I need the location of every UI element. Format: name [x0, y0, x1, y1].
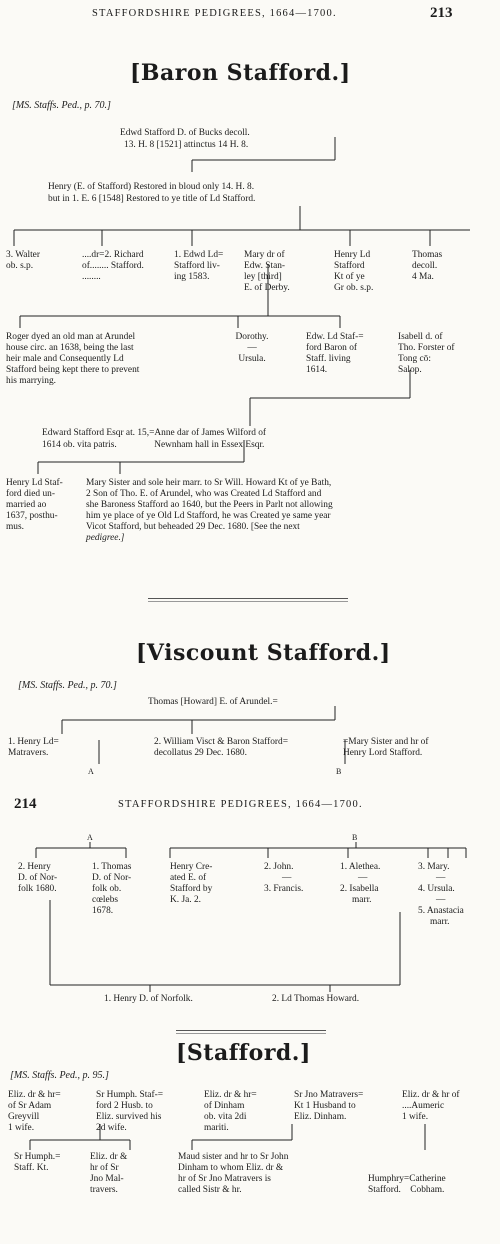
person-edward-duke-bucks-detail: 13. H. 8 [1521] attinctus 14 H. 8. [124, 140, 249, 150]
section-title: [Baron Stafford.] [130, 60, 351, 86]
person-john-francis: 2. John. — 3. Francis. [264, 862, 304, 894]
marker-b: B [352, 833, 358, 842]
person-mary-ursula-anastacia: 3. Mary. — 4. Ursula. — 5. Anastacia marr. [418, 862, 464, 927]
page-number: 214 [14, 796, 37, 812]
source-citation: [MS. Staffs. Ped., p. 95.] [10, 1070, 109, 1081]
person-henry-earl: Henry (E. of Stafford) Restored in bloud only 14. H. 8. [48, 182, 255, 192]
person-humph-staff-kt: Sr Humph.= Staff. Kt. [14, 1152, 61, 1173]
section-title: [Viscount Stafford.] [136, 640, 391, 666]
person-william-viscount: 2. William Visct & Baron Stafford= decollatus 29 Dec. 1680. [154, 737, 289, 758]
person-jno-matravers: Sr Jno Matravers= Kt 1 Husband to Eliz. Dinham. [294, 1090, 364, 1122]
person-thomas-arundel: Thomas [Howard] E. of Arundel.= [148, 697, 278, 707]
person-humph-stafford: Sr Humph. Staf-= ford 2 Husb. to Eliz. survived his 2d wife. [96, 1090, 164, 1133]
person-alethea-isabella: 1. Alethea. — 2. Isabella marr. [340, 862, 381, 905]
person-thomas-norfolk: 1. Thomas D. of Nor- folk ob. cœlebs 1678. [92, 862, 132, 916]
person-isabell: Isabell d. of Tho. Forster of Tong cō: Salop. [398, 332, 455, 375]
person-henry-created: Henry Cre- ated E. of Stafford by K. Ja. 2. [170, 862, 213, 905]
person-henry-matravers: 1. Henry Ld= Matravers. [8, 737, 59, 758]
person-henry-duke-norfolk: 1. Henry D. of Norfolk. [104, 994, 193, 1004]
person-richard: ....dr=2. Richard of........ Stafford. ........ [82, 250, 144, 282]
person-edward-esq: Edward Stafford Esqr at. 15,=Anne dar of James Wilford of [42, 428, 267, 438]
person-mary-sister-viscount: =Mary Sister and hr of Henry Lord Stafford. [343, 737, 429, 758]
person-henry-norfolk-1680: 2. Henry D. of Nor- folk 1680. [18, 862, 58, 894]
marker-b: B [336, 767, 342, 776]
person-eliz-greyvill: Eliz. dr & hr= of Sr Adam Greyvill 1 wife. [8, 1090, 61, 1133]
person-edward-staf: Edw. Ld Staf-= ford Baron of Staff. living 1614. [306, 332, 364, 375]
section-divider [176, 1030, 326, 1034]
running-header: STAFFORDSHIRE PEDIGREES, 1664—1700. [118, 799, 363, 810]
person-thomas: Thomas decoll. 4 Ma. [412, 250, 443, 282]
person-walter: 3. Walter ob. s.p. [6, 250, 40, 271]
person-roger: Roger dyed an old man at Arundel house circ. an 1638, being the last heir male and Consequently Ld Stafford being kept there to prevent his marrying. [6, 332, 140, 386]
person-mary-stanley: Mary dr of Edw. Stan- ley [third] E. of Derby. [244, 250, 290, 293]
person-edward-esq-detail: 1614 ob. vita patris. Newnham hall in Essex Esqr. [42, 440, 265, 450]
section-title: [Stafford.] [176, 1040, 311, 1066]
marker-a: A [88, 767, 94, 776]
running-header: STAFFORDSHIRE PEDIGREES, 1664—1700. [92, 8, 337, 19]
person-henry-died: Henry Ld Staf- ford died un- married ao 1637, posthu- mus. [6, 478, 63, 532]
person-dorothy: Dorothy. — Ursula. [235, 332, 269, 364]
person-lord-thomas-howard: 2. Ld Thomas Howard. [272, 994, 360, 1004]
person-henry-earl-detail: but in 1. E. 6 [1548] Restored to ye title of Ld Stafford. [48, 194, 256, 204]
section-divider [148, 598, 348, 602]
page-number: 213 [430, 5, 453, 21]
person-edward-duke-bucks: Edwd Stafford D. of Bucks decoll. [120, 128, 250, 138]
source-citation: [MS. Staffs. Ped., p. 70.] [12, 100, 111, 111]
person-maud: Maud sister and hr to Sr John Dinham to whom Eliz. dr & hr of Sr Jno Matravers is called Sistr & hr. [178, 1152, 289, 1195]
person-eliz-aumeric: Eliz. dr & hr of ....Aumeric 1 wife. [402, 1090, 460, 1122]
person-eliz-dinham: Eliz. dr & hr= of Dinham ob. vita 2di mariti. [204, 1090, 257, 1133]
person-edward-lord: 1. Edwd Ld= Stafford liv- ing 1583. [174, 250, 224, 282]
person-humphry-catherine: Humphry=Catherine Stafford. Cobham. [368, 1174, 446, 1195]
person-eliz-maltravers: Eliz. dr & hr of Sr Jno Mal- travers. [90, 1152, 128, 1195]
person-henry-lord: Henry Ld Stafford Kt of ye Gr ob. s.p. [334, 250, 374, 293]
marker-a: A [87, 833, 93, 842]
person-mary-sister: Mary Sister and sole heir marr. to Sr Will. Howard Kt of ye Bath, 2 Son of Tho. E. of Arundel, who was Created Ld Stafford and she Baroness Stafford ao 1640, but the Peers in Parlt not allowing him ye place of ye Old Ld Stafford, he was Created ye same year Vicot Stafford, but beheaded 29 Dec. 1680. [See the next pedigree.] [86, 478, 333, 543]
source-citation: [MS. Staffs. Ped., p. 70.] [18, 680, 117, 691]
